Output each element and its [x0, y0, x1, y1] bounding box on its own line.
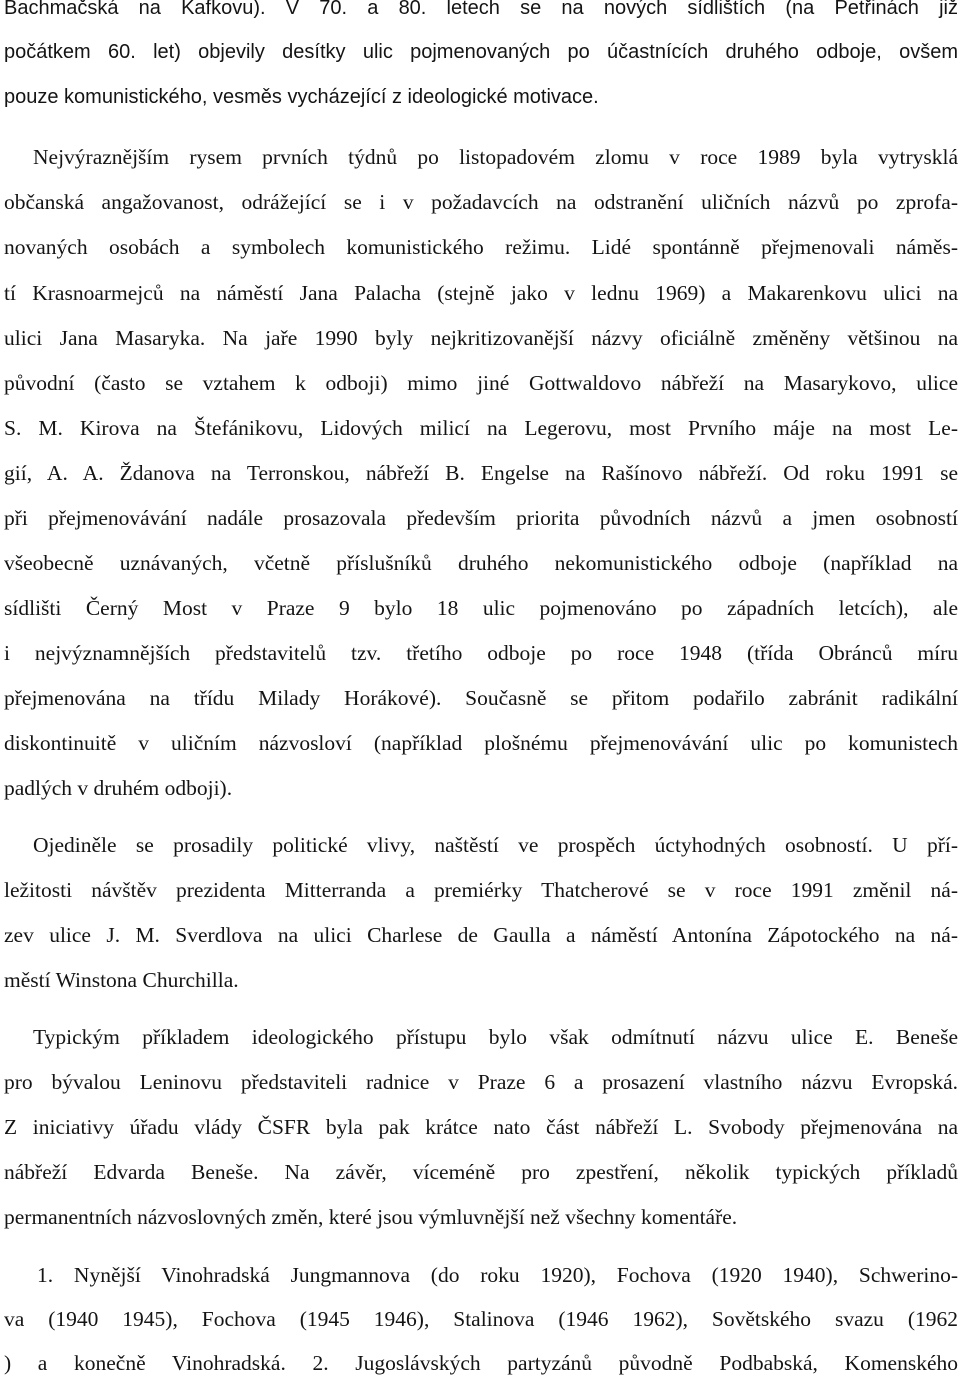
paragraph-start-line: Nejvýraznějším rysem prvních týdnů po listopadovém zlomu v roce 1989 byla vytrysklá: [33, 145, 958, 169]
text-line: S. M. Kirova na Štefánikovu, Lidových milicí na Legerovu, most Prvního máje na most Le-: [4, 416, 958, 440]
text-line: všeobecně uznávaných, včetně příslušníků druhého nekomunistického odboje (například na: [4, 551, 958, 575]
text-line: původní (často se vztahem k odboji) mimo jiné Gottwaldovo nábřeží na Masarykovo, ulice: [4, 371, 958, 395]
list-item-line: 1. Nynější Vinohradská Jungmannova (do roku 1920), Fochova (1920 1940), Schwerino-: [37, 1263, 958, 1287]
text-line: přejmenována na třídu Milady Horákové). Současně se přitom podařilo zabránit radikální: [4, 686, 958, 710]
text-line: i nejvýznamnějších představitelů tzv. třetího odboje po roce 1948 (třída Obránců míru: [4, 641, 958, 665]
text-line: padlých v druhém odboji).: [4, 776, 233, 800]
text-line: diskontinuitě v uličním názvosloví (například plošnému přejmenovávání ulic po komunistech: [4, 731, 958, 755]
list-item-line: va (1940 1945), Fochova (1945 1946), Stalinova (1946 1962), Sovětského svazu (1962: [4, 1307, 958, 1331]
text-line: Z iniciativy úřadu vlády ČSFR byla pak krátce nato část nábřeží L. Svobody přejmenována na: [4, 1115, 958, 1139]
text-line: pro bývalou Leninovu představiteli radnice v Praze 6 a prosazení vlastního názvu Evropská.: [4, 1070, 958, 1094]
text-line: ležitosti návštěv prezidenta Mitterranda a premiérky Thatcherové se v roce 1991 změnil ná-: [4, 878, 958, 902]
text-line: občanská angažovanost, odrážející se i v požadavcích na odstranění uličních názvů po zprofa-: [4, 190, 958, 214]
text-line: permanentních názvoslovných změn, které jsou výmluvnější než všechny komentáře.: [4, 1205, 738, 1229]
text-line: zev ulice J. M. Sverdlova na ulici Charlese de Gaulla a náměstí Antonína Zápotockého na ná-: [4, 923, 958, 947]
text-line: městí Winstona Churchilla.: [4, 968, 239, 992]
text-line: Bachmačská na Kafkovu). V 70. a 80. letech se na nových sídlištích (na Petřinách již: [4, 0, 958, 19]
list-item-line: ) a konečně Vinohradská. 2. Jugoslávských partyzánů původně Podbabská, Komenského: [4, 1351, 958, 1375]
text-line: pouze komunistického, vesměs vycházející z ideologické motivace.: [4, 86, 599, 108]
text-line: gií, A. A. Ždanova na Terronskou, nábřeží B. Engelse na Rašínovo nábřeží. Od roku 1991 se: [4, 461, 958, 485]
text-line: nábřeží Edvarda Beneše. Na závěr, víceméně pro zpestření, několik typických příkladů: [4, 1160, 958, 1184]
text-line: novaných osobách a symbolech komunistického režimu. Lidé spontánně přejmenovali náměs-: [4, 235, 958, 259]
text-line: tí Krasnoarmejců na náměstí Jana Palacha (stejně jako v lednu 1969) a Makarenkovu ulici na: [4, 281, 958, 305]
text-line: při přejmenovávání nadále prosazovala především priorita původních názvů a jmen osobností: [4, 506, 958, 530]
text-line: počátkem 60. let) objevily desítky ulic pojmenovaných po účastnících druhého odboje, ovšem: [4, 41, 958, 63]
text-line: sídlišti Černý Most v Praze 9 bylo 18 ulic pojmenováno po západních letcích), ale: [4, 596, 958, 620]
paragraph-start-line: Ojediněle se prosadily politické vlivy, naštěstí ve prospěch úctyhodných osobností. U pří-: [33, 833, 958, 857]
text-line: ulici Jana Masaryka. Na jaře 1990 byly nejkritizovanější názvy oficiálně změněny většinou na: [4, 326, 958, 350]
paragraph-start-line: Typickým příkladem ideologického přístupu bylo však odmítnutí názvu ulice E. Beneše: [33, 1025, 958, 1049]
